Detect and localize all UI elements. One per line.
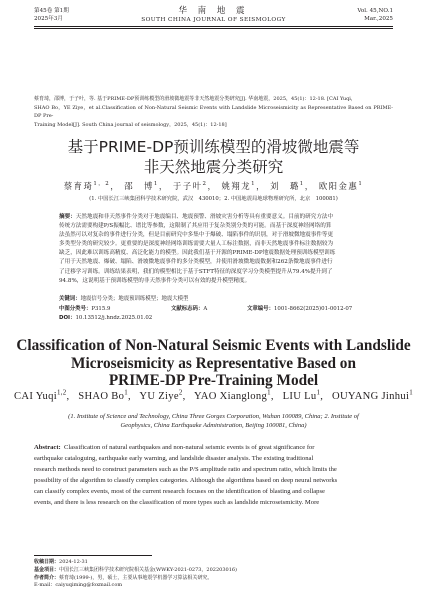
authors-cn: 蔡育琦$^{1,2}$， 邵 博$^1$， 于子叶$^2$， 姚翔龙$^1$， 刘 璐$^1$， 欧阳金惠$^1$ [63,181,364,191]
citation-line: Training Model[J]. South China journal of seismology，2025，45(1)：12-18] [34,121,227,128]
footnotes [34,559,393,590]
citation-block [34,95,393,129]
citation-line: 蔡育琦，邵博，于子叶，等. 基于PRIME-DP预训练模型的滑坡微地震等非天然地震分类研究[J]. 华南地震，2025，45(1)：12-18. [CAI Yuqi， [34,96,356,102]
author-en: CAI Yuqi$^{1,2}$ [14,389,67,402]
abstract-cn-line: 94.8%，这说明基于预训练模型的非天然事件分类可以有效的提升模型精度。 [59,277,251,284]
abstract-en-line: possibility of the algorithm to classify complex categories. Although the algorithms based on deep neural networks [34,477,338,485]
footnote-received: 收稿日期：2024-12-31 [34,559,88,565]
issue-date: 2025年3月 [34,16,63,22]
author-en: SHAO Bo$^1$ [78,389,128,402]
abstract-cn [59,213,369,286]
author-cn: 姚翔龙$^1$ [221,181,257,191]
authors-en: CAI Yuqi$^{1,2}$, SHAO Bo$^1$, YU Ziye$^2$, YAO Xianglong$^1$, LIU Lu$^1$, OUYANG Jinhui$^1$ [14,389,413,402]
author-en: LIU Lu$^1$ [282,389,321,402]
date-en: Mar.,2025 [364,16,393,22]
abstract-cn-line: 了迁移学习训练。训练结果表明，我们的模型相比于基于STFT特征的深度学习分类模型提升从79.4%提升到了 [59,268,333,275]
doi-row [59,314,369,322]
doi-label: DOI： [59,315,76,321]
abstract-cn-line: 了用于天然地震、爆破、塌陷、滑坡微地震事件的多分类模型，并使用滑坡微地震数据和262条微地震事件进行 [59,259,333,266]
author-cn: 邵 博$^1$ [124,181,159,191]
abstract-cn-line: 传统方法需要构建P/S振幅比、谱比等参数，这限制了其应用于复杂类别分类的可能。而基于深度神经网络的算 [59,223,332,230]
journal-name-en: SOUTH CHINA JOURNAL OF SEISMOLOGY [141,17,286,23]
abstract-en [34,442,393,509]
abstract-en-line: can classify complex events, most of the current research focuses on the identification of blasting and collapse [34,488,325,496]
header-rule-thin [34,28,393,29]
volume-issue: 第45卷 第1期 [34,8,69,14]
abstract-en-line: events, and there is less research on the classification of more types such as landslide microseismicity. More [34,499,320,507]
title-cn-line: 非天然地震分类研究 [143,158,284,176]
journal-volume-header [357,7,393,23]
affiliation-en-line: Geophysics, China Earthquake Administration, Beijing 100081, China) [120,422,307,430]
keywords-text: 地震信号分类；地震预训练模型；地震大模型 [80,296,189,302]
document-code: 文献标志码：A [171,306,208,312]
author-cn: 于子叶$^2$ [172,181,208,191]
classification-row [59,305,369,313]
abstract-en-line: earthquake cataloguing, earthquake early warning, and landslide disaster analysis. The existing traditional [34,455,314,463]
title-en-line: Microseismicity as Representative Based on [71,354,356,372]
affiliation-cn: (1. 中国长江三峡集团科学技术研究院，武汉 430010；2. 中国地震局地球物理研究所，北京 100081) [89,196,338,202]
title-cn-line: 基于PRIME-DP预训练模型的滑坡微地震等 [67,138,360,156]
abstract-cn-line: 缺乏，因此难以训练高精度、高泛化能力的模型。因此我们基于开源的PRIME-DP地震数据处理预训练模型训练 [59,250,336,257]
author-en: OUYANG Jinhui$^1$ [332,389,413,402]
abstract-cn-line: 法虽然可以对复杂的事件进行分类，但是目前研究中多集中于爆破、塌陷事件的识别，对于滑坡微地震事件等更 [59,232,334,239]
clc-number: 中图分类号：P315.9 [59,306,111,312]
abstract-cn-line: 多类型分类的研究较少。更重要的是深度神经网络训练需要大量人工标注数据，而非天然地震事件标注数据较为 [59,241,334,248]
abstract-cn-line: 摘要：天然地震和非天然事件分类对于地震编目、地震预警、滑坡灾害分析等具有重要意义。目前的研究方法中 [59,214,334,220]
abstract-en-line: Abstract: Classification of natural earthquakes and non-natural seismic events is of great significance for [34,444,315,451]
footnote-author-bio: 作者简介：蔡育琦(1999-)，男，硕士，主要从事地震学机器学习算法相关研究。 [34,574,213,581]
header-rule [34,26,393,27]
paper-title-cn [0,137,427,177]
author-en: YAO Xianglong$^1$ [194,389,271,402]
doi-value[interactable]: 10.13512/j.hndz.2025.01.02 [75,315,153,321]
email-link[interactable]: caiyuqiming@foxmail.com [55,582,123,589]
author-cn: 蔡育琦$^{1,2}$ [63,181,111,191]
abstract-en-label: Abstract: [34,444,61,451]
title-en-line: Classification of Non-Natural Seismic Events with Landslide [16,337,411,354]
footnote-email: E-mail：caiyuqiming@foxmail.com [34,582,123,589]
citation-line: SHAO Bo，YE Ziye，et al.Classification of Non-Natural Seismic Events with Landslide Microseismicity as Representative Based on PRIME-DP Pre- [34,104,393,120]
footnote-funding: 基金项目：中国长江三峡集团科学技术研究院相关基金(WWKY-2021-0273，202203016) [34,566,238,573]
author-cn: 欧阳金惠$^1$ [318,181,364,191]
article-number: 文章编号：1001-8662(2025)01-0012-07 [247,306,353,312]
abstract-cn-label: 摘要： [59,214,76,220]
volume-en: Vol. 45,NO.1 [357,8,393,14]
keywords-label: 关键词： [59,296,81,302]
author-cn: 刘 璐$^1$ [270,181,305,191]
affiliation-en [34,412,393,430]
abstract-en-line: research methods need to construct parameters such as the P/S amplitude ratio and spectrum ratio, which limits the [34,466,337,474]
journal-name-cn: 华 南 地 震 [178,6,249,16]
footnote-rule [34,555,152,556]
keywords-cn [59,295,369,303]
paper-title-en [0,337,427,390]
affiliation-en-line: (1. Institute of Science and Technology, China Three Gorges Corporation, Wuhan 100089, China; 2. Institute of [68,413,359,420]
title-en-line: PRIME-DP Pre-Training Model [108,372,319,390]
author-en: YU Ziye$^2$ [139,389,183,402]
